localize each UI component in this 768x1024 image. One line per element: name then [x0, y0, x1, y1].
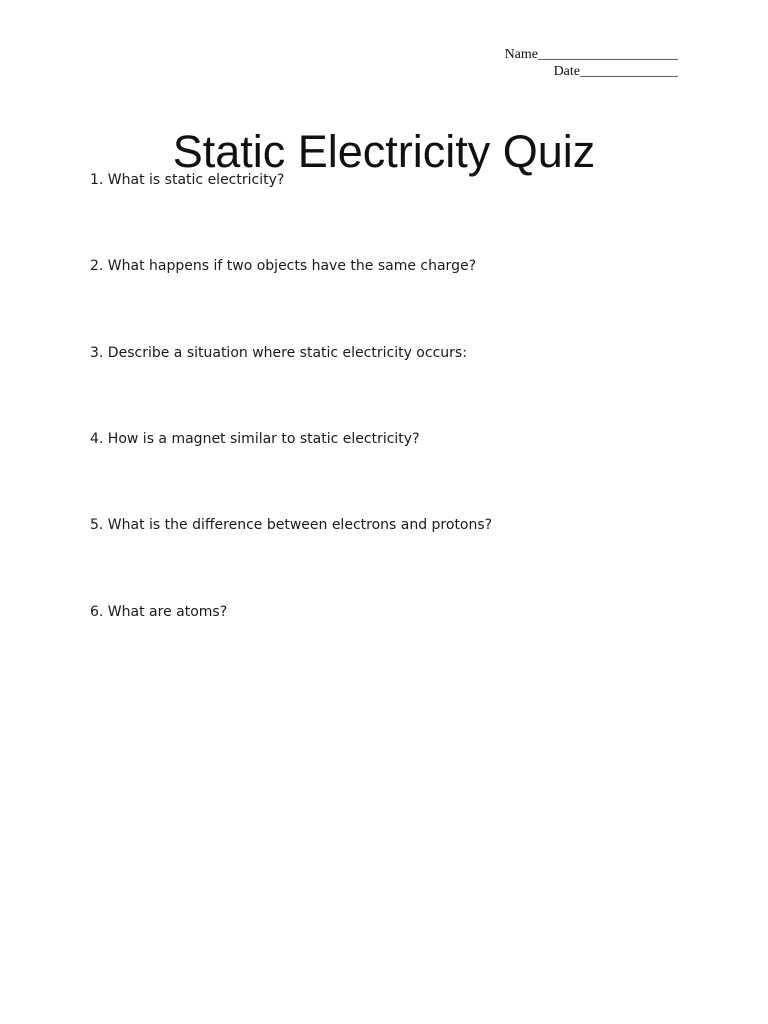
- page-title: Static Electricity Quiz: [172, 126, 596, 178]
- name-field: Name____________________: [504, 47, 678, 62]
- date-field: Date______________: [553, 64, 678, 79]
- question-2: 2. What happens if two objects have the same charge?: [90, 258, 476, 274]
- question-1: 1. What is static electricity?: [90, 172, 285, 188]
- header-fields: [505, 46, 678, 80]
- question-4: 4. How is a magnet similar to static electricity?: [90, 431, 420, 447]
- question-3: 3. Describe a situation where static electricity occurs:: [90, 345, 467, 361]
- question-5: 5. What is the difference between electrons and protons?: [90, 517, 493, 533]
- question-6: 6. What are atoms?: [90, 604, 228, 620]
